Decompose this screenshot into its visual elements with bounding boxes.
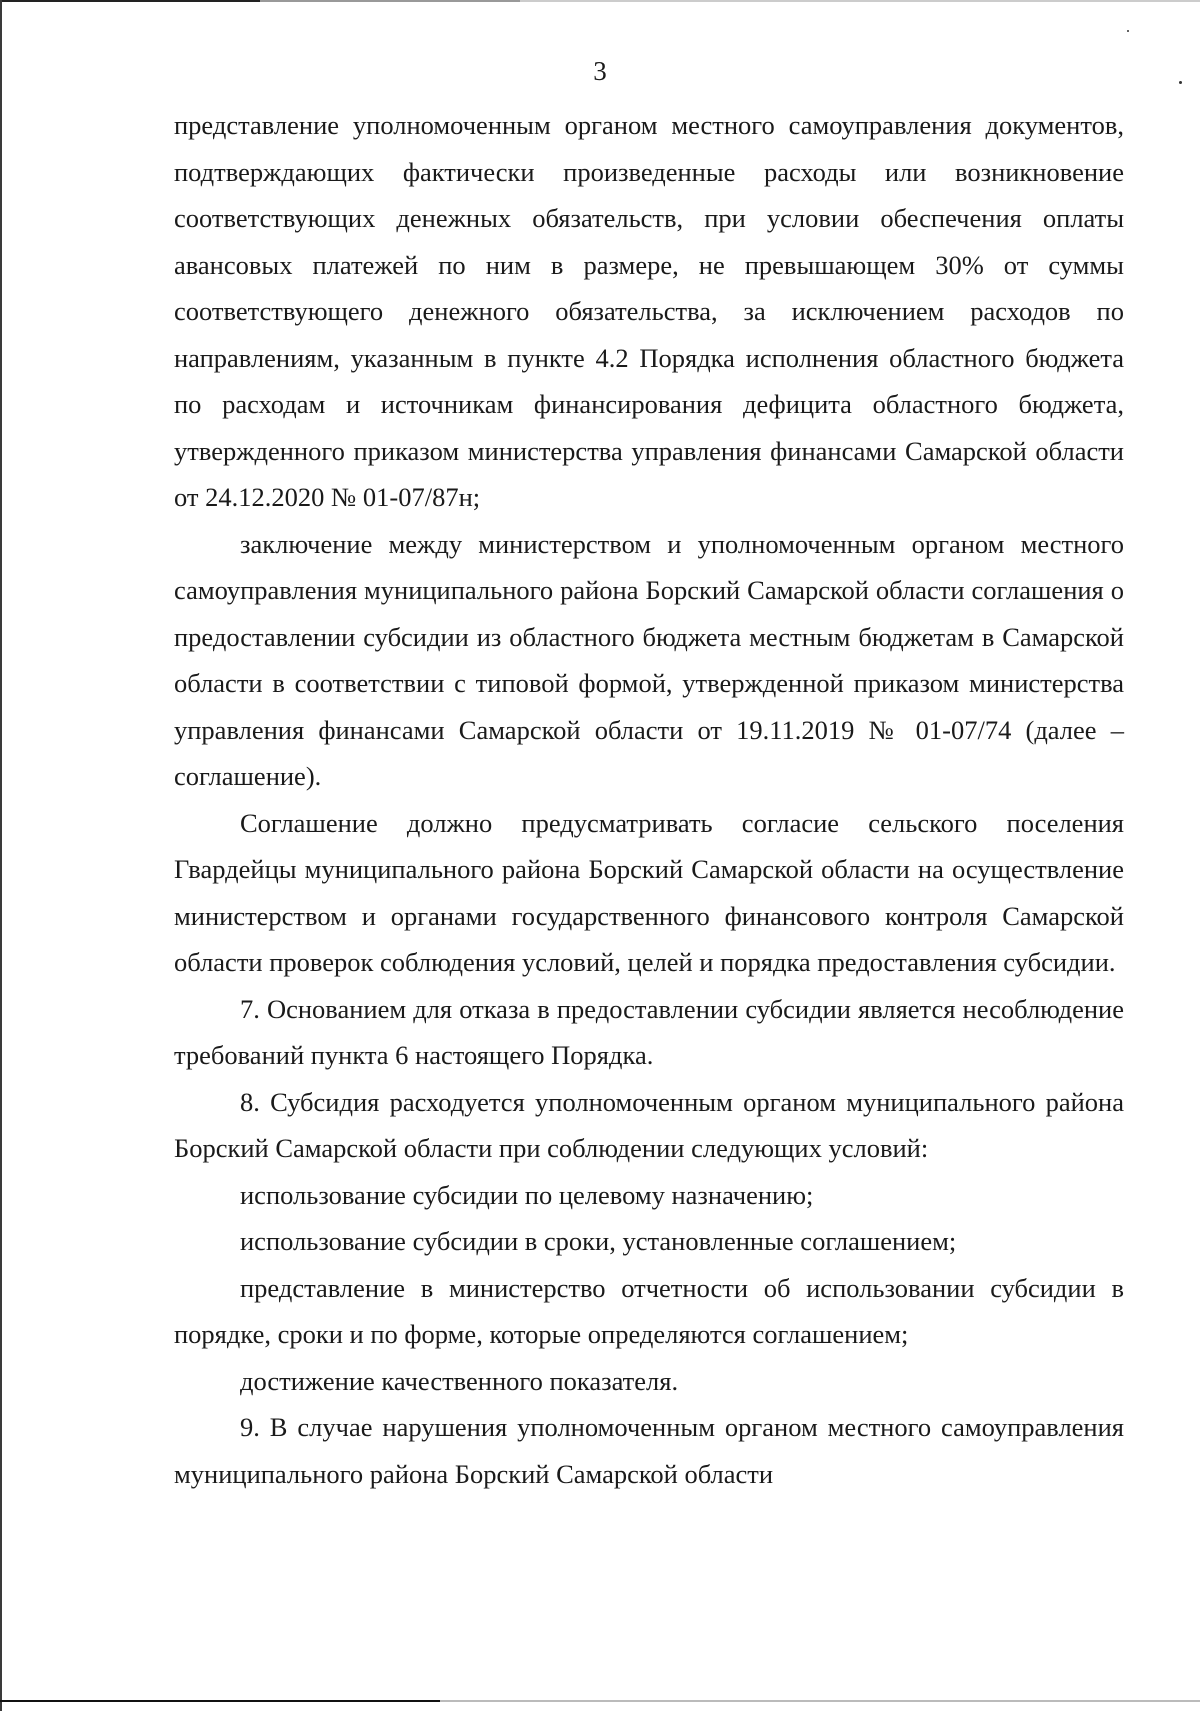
paragraph-agreement-conclusion: заключение между министерством и уполномоченным органом местного самоуправления муниципального района Борский Самарской области соглашения о предоставлении субсидии из областного бюджета местным бюджетам в Самарской области в соответствии с типовой формой, утвержденной приказом министерства управления финансами Самарской области от 19.11.2019 № 01-07/74 (далее – соглашение). (174, 528, 1124, 791)
condition-quality-indicator: достижение качественного показателя. (240, 1365, 679, 1396)
paragraph-item-8: 8. Субсидия расходуется уполномоченным органом муниципального района Борский Самарской области при соблюдении следующих условий: (174, 1086, 1124, 1163)
scan-edge-top (0, 0, 1200, 2)
scan-edge-bottom (0, 1700, 1200, 1702)
paragraph-submission-documents: представление уполномоченным органом местного самоуправления документов, подтверждающих фактически произведенные расходы или возникновение соответствующих денежных обязательств, при условии обеспечения оплаты авансовых платежей по ним в размере, не превышающем 30% от суммы соответствующего денежного обязательства, за исключением расходов по направлениям, указанным в пункте 4.2 Порядка исполнения областного бюджета по расходам и источникам финансирования дефицита областного бюджета, утвержденного приказом министерства управления финансами Самарской области от 24.12.2020 № 01-07/87н; (174, 110, 1124, 512)
page-number: 3 (593, 56, 607, 86)
document-body (174, 102, 1124, 1497)
scan-edge-left (0, 0, 2, 1711)
paragraph-item-7: 7. Основанием для отказа в предоставлении субсидии является несоблюдение требований пункта 6 настоящего Порядка. (174, 993, 1124, 1070)
paragraph-item-9: 9. В случае нарушения уполномоченным органом местного самоуправления муниципального района Борский Самарской области (174, 1412, 1124, 1489)
condition-target-use: использование субсидии по целевому назначению; (240, 1179, 814, 1210)
scan-speck (1127, 30, 1129, 32)
paragraph-agreement-consent: Соглашение должно предусматривать согласие сельского поселения Гвардейцы муниципального района Борский Самарской области на осуществление министерством и органами государственного финансового контроля Самарской области проверок соблюдения условий, целей и порядка предоставления субсидии. (174, 807, 1124, 977)
condition-reporting: представление в министерство отчетности об использовании субсидии в порядке, сроки и по форме, которые определяются соглашением; (174, 1272, 1124, 1349)
condition-deadlines: использование субсидии в сроки, установленные соглашением; (240, 1226, 957, 1256)
